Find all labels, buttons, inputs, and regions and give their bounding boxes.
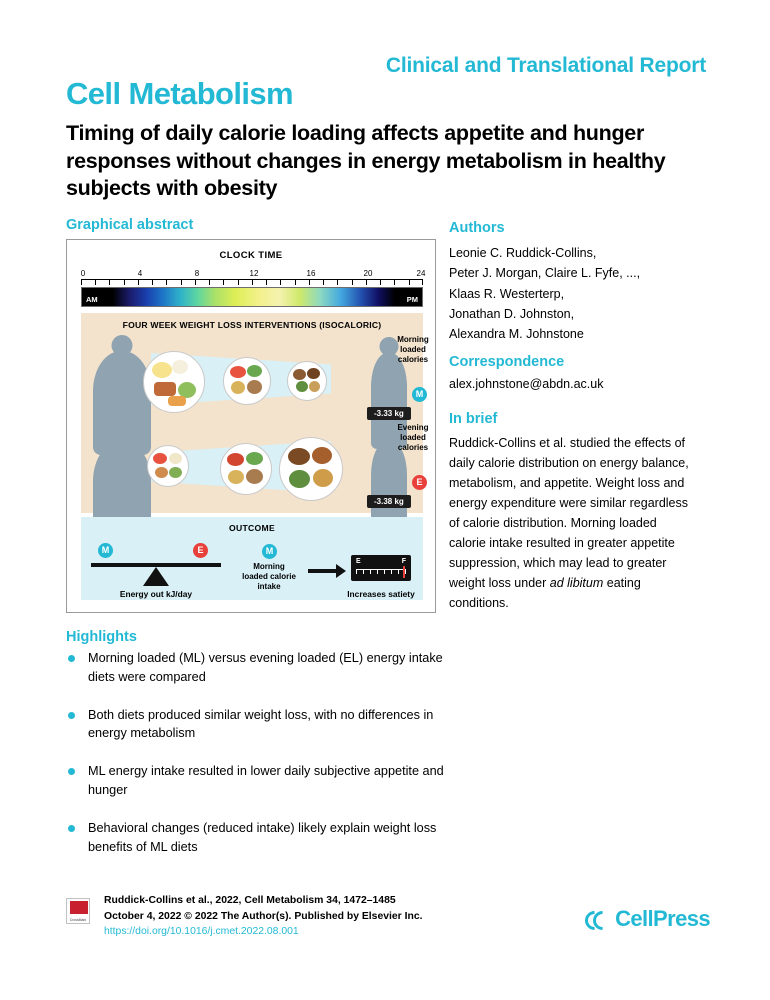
doi-link[interactable]: https://doi.org/10.1016/j.cmet.2022.08.001	[104, 926, 299, 938]
outcome-panel	[81, 517, 423, 600]
arrow-shaft	[308, 569, 338, 573]
cellpress-logo	[585, 906, 710, 932]
morning-loaded-intake-label	[233, 562, 305, 592]
page-title: Timing of daily calorie loading affects appetite and hunger responses without changes in energy metabolism in healthy subjects with obesity	[66, 121, 666, 201]
dinner-plate-morning	[287, 361, 327, 401]
dinner-plate-evening	[279, 437, 343, 501]
authors-list	[449, 243, 699, 344]
interventions-panel	[81, 313, 429, 513]
gauge-empty-label: E	[356, 558, 361, 565]
author-line: Jonathan D. Johnston,	[449, 306, 575, 321]
morning-label-line-2: loaded	[400, 345, 426, 354]
author-line: Leonie C. Ruddick-Collins,	[449, 246, 597, 260]
axis-tick-label: 8	[194, 269, 200, 278]
bullet-icon	[68, 768, 75, 775]
in-brief-part-2: eating conditions.	[449, 576, 641, 610]
header	[66, 54, 706, 114]
interventions-title: FOUR WEEK WEIGHT LOSS INTERVENTIONS (ISOCALORIC)	[122, 320, 382, 330]
breakfast-plate-morning	[143, 351, 205, 413]
highlight-text: Both diets produced similar weight loss, with no differences in energy metabolism	[88, 707, 434, 741]
author-line: Klaas R. Westerterp,	[449, 286, 565, 301]
highlight-text: ML energy intake resulted in lower daily subjective appetite and hunger	[88, 764, 444, 797]
correspondence-heading: Correspondence	[449, 354, 565, 370]
highlight-text: Behavioral changes (reduced intake) likely explain weight loss benefits of ML diets	[88, 820, 437, 854]
citation-line: Ruddick-Collins et al., 2022, Cell Metabolism 34, 1472–1485	[104, 895, 396, 906]
satiety-gauge	[351, 555, 411, 581]
footer-citation	[104, 893, 534, 940]
axis-tick-label: 16	[306, 269, 316, 278]
morning-weight-change: -3.33 kg	[367, 407, 411, 420]
lunch-plate-evening	[220, 443, 272, 495]
highlights-heading: Highlights	[66, 629, 137, 645]
author-line: Alexandra M. Johnstone	[449, 327, 584, 341]
axis-tick-label: 12	[249, 269, 259, 278]
gauge-full-label: F	[401, 558, 406, 565]
gauge-needle	[403, 566, 405, 578]
in-brief-italic: ad libitum	[549, 576, 604, 590]
bullet-icon	[68, 655, 75, 662]
graphical-abstract-figure	[66, 239, 436, 613]
morning-badge: M	[412, 387, 427, 402]
crossmark-label: CrossMark	[69, 917, 87, 922]
report-type-label: Clinical and Translational Report	[385, 54, 706, 77]
cellpress-label: CellPress	[615, 906, 710, 931]
morning-loaded-calories-label	[373, 335, 453, 365]
axis-tick-label: 4	[137, 269, 143, 278]
bullet-icon	[68, 712, 75, 719]
bullet-icon	[68, 825, 75, 832]
daylight-spectrum-bar	[81, 287, 423, 307]
in-brief-part-1: Ruddick-Collins et al. studied the effects of daily calorie distribution on energy balance, metabolism, and appetite. Weight loss and energy expenditure were similar regardless of calorie distribution. Morning loaded calorie intake resulted in greater appetite suppression, which may lead to greater weight loss under	[449, 436, 689, 590]
seesaw-fulcrum	[143, 567, 169, 586]
energy-out-label: Energy out kJ/day	[119, 589, 193, 599]
evening-label-line-2: loaded	[400, 433, 426, 442]
crossmark-icon	[66, 898, 90, 924]
intake-label-line-3: intake	[257, 582, 281, 591]
evening-badge: E	[412, 475, 427, 490]
clock-axis-labels	[80, 269, 426, 279]
highlights-list	[66, 649, 466, 875]
breakfast-plate-evening	[147, 445, 189, 487]
axis-tick-label: 20	[363, 269, 373, 278]
graphical-abstract-heading: Graphical abstract	[66, 217, 194, 233]
outcome-title: OUTCOME	[228, 523, 276, 533]
clock-axis	[80, 269, 426, 287]
evening-weight-change: -3.38 kg	[367, 495, 411, 508]
authors-heading: Authors	[449, 220, 505, 236]
axis-tick-label: 24	[416, 269, 426, 278]
highlight-text: Morning loaded (ML) versus evening loaded (EL) energy intake diets were compared	[88, 651, 443, 684]
evening-loaded-calories-label	[373, 423, 453, 453]
arrow-head-icon	[336, 564, 346, 578]
in-brief-text	[449, 433, 694, 613]
in-brief-heading: In brief	[449, 411, 498, 427]
gauge-scale	[356, 569, 406, 577]
publication-date-line: October 4, 2022 © 2022 The Author(s). Published by Elsevier Inc.	[104, 910, 423, 922]
increases-satiety-label: Increases satiety	[347, 589, 415, 599]
seesaw-evening-badge: E	[193, 543, 208, 558]
evening-label-line-3: calories	[397, 443, 429, 452]
cellpress-mark-icon	[585, 909, 611, 929]
seesaw-morning-badge: M	[98, 543, 113, 558]
axis-tick-label: 0	[80, 269, 86, 278]
journal-title: Cell Metabolism	[66, 76, 293, 111]
am-label: AM	[86, 295, 98, 304]
clock-time-title: CLOCK TIME	[219, 250, 283, 261]
correspondence-email[interactable]: alex.johnstone@abdn.ac.uk	[449, 377, 604, 391]
intake-morning-badge: M	[262, 544, 277, 559]
lunch-plate-morning	[223, 357, 271, 405]
list-item	[66, 649, 466, 687]
list-item	[66, 762, 466, 800]
morning-label-line-1: Morning	[397, 335, 429, 344]
author-line: Peter J. Morgan, Claire L. Fyfe, ...,	[449, 266, 641, 281]
pm-label: PM	[406, 295, 418, 304]
intake-label-line-1: Morning	[253, 562, 285, 571]
morning-label-line-3: calories	[397, 355, 429, 364]
list-item	[66, 819, 466, 857]
intake-label-line-2: loaded calorie	[242, 572, 296, 581]
evening-label-line-1: Evening	[397, 423, 429, 432]
list-item	[66, 706, 466, 744]
